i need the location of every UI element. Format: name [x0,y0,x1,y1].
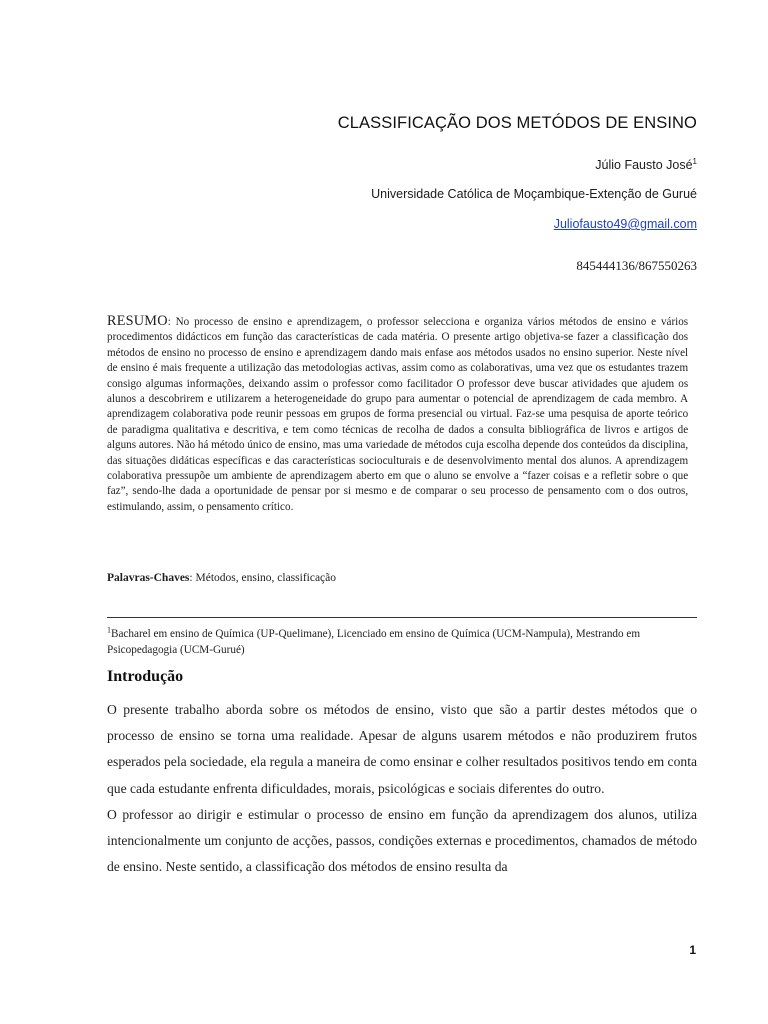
section-heading: Introdução [107,668,184,685]
footnote-text: Bacharel em ensino de Química (UP-Quelimane), Licenciado em ensino de Química (UCM-Nampula), Mestrando em Psicopedagogia (UCM-Gurué) [107,628,641,656]
footnote [107,627,697,658]
abstract-label: RESUMO [107,313,168,329]
paragraph: O presente trabalho aborda sobre os métodos de ensino, visto que são a partir destes métodos que o processo de ensino se torna uma realidade. Apesar de alguns usarem métodos e não produzirem frutos esperados pela sociedade, ela regula a maneira de como ensinar e colher resultados positivos tendo em conta que cada estudante enfrenta dificuldades, morais, psicológicas e sociais diferentes do outro. [107,702,697,796]
keywords-label: Palavras-Chaves [107,572,190,584]
author-university: Universidade Católica de Moçambique-Extenção de Gurué [371,187,697,201]
abstract-text: : No processo de ensino e aprendizagem, o professor selecciona e organiza vários métodos de ensino e vários procedimentos didácticos em função das características de cada matéria. O presente artigo objetiva-se fazer a classificação dos métodos de ensino no processo de ensino e aprendizagem dando mais enfase aos métodos usados no ensino superior. Neste nível de ensino é mais frequente a utilização das metodologias activas, assim como as colaborativas, uma vez que os estudantes trazem consigo algumas informações, deixando assim o professor como facilitador O professor deve buscar atividades que ajudem os alunos a descobrirem e utilizarem a heterogeneidade do grupo para aumentar o potencial de aprendizagem de cada membro. A aprendizagem colaborativa pode reunir pessoas em grupos de forma presencial ou virtual. Faz-se uma pesquisa de aporte teórico de paradigma qualitativa e descritiva, e tem como técnicas de recolha de dados a consulta bibliográfica de livros e artigos de alguns autores. Não há método único de ensino, mas uma variedade de métodos cuja escolha depende dos conteúdos da disciplina, das situações didáticas específicas e das características socioculturais e de desenvolvimento mental dos alunos. A aprendizagem colaborativa pressupõe um ambiente de aprendizagem aberto em que o aluno se envolve a “fazer coisas e a refletir sobre o que faz”, sendo-lhe dada a oportunidade de pensar por si mesmo e de comparar o seu processo de pensamento com o dos outros, estimulando, assim, o pensamento crítico. [107,316,689,513]
footnote-divider [107,617,697,618]
document-title: CLASSIFICAÇÃO DOS METÓDOS DE ENSINO [337,114,697,132]
paragraph: O professor ao dirigir e estimular o processo de ensino em função da aprendizagem dos alunos, utiliza intencionalmente um conjunto de acções, passos, condições externas e procedimentos, chamados de método de ensino. Neste sentido, a classificação dos métodos de ensino resulta da [107,806,697,875]
keywords-text: : Métodos, ensino, classificação [189,572,337,584]
author-footnote-marker: 1 [692,156,697,166]
abstract [107,314,688,515]
footnote-marker: 1 [107,625,111,635]
author-phone: 845444136/867550263 [576,258,697,273]
author-name-text: Júlio Fausto José [595,158,693,172]
author-email-link[interactable]: Juliofausto49@gmail.com [553,217,697,231]
author-name [595,158,697,172]
page-number: 1 [689,943,696,957]
keywords [107,572,336,584]
introduction-body [107,697,697,880]
